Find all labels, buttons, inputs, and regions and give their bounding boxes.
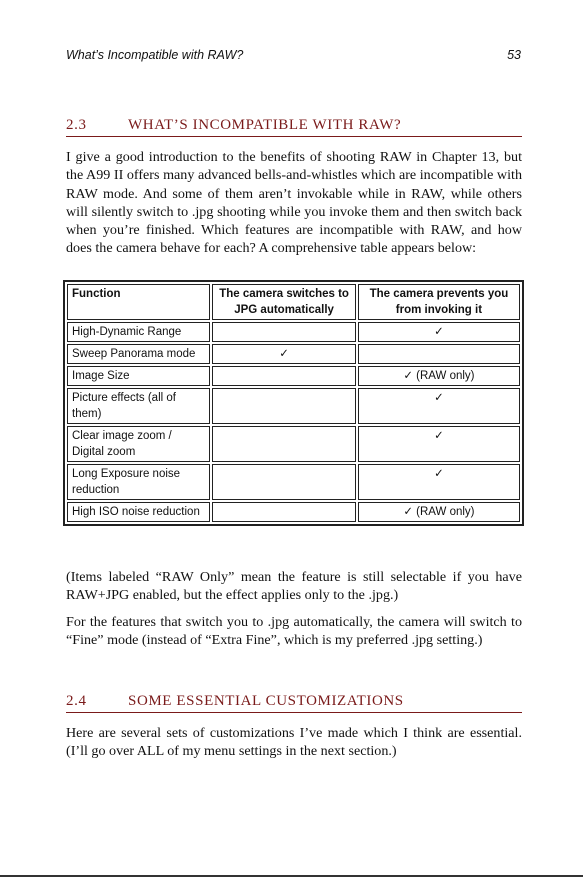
column-header-prevents: The camera prevents you from invoking it bbox=[358, 284, 520, 320]
customizations-paragraph: Here are several sets of customizations I’ve made which I think are essential. (I’ll go over ALL of my menu settings in the next section.) bbox=[66, 725, 522, 760]
column-header-switches: The camera switches to JPG automatically bbox=[212, 284, 356, 320]
prevents-cell: ✓ bbox=[358, 388, 520, 424]
section-number: 2.4 bbox=[66, 693, 87, 709]
function-cell: Long Exposure noise reduction bbox=[67, 464, 210, 500]
prevents-cell: ✓ (RAW only) bbox=[358, 502, 520, 522]
page-number: 53 bbox=[507, 48, 521, 62]
prevents-cell bbox=[358, 344, 520, 364]
column-header-function: Function bbox=[67, 284, 210, 320]
section-title: WHAT’S INCOMPATIBLE WITH RAW? bbox=[128, 117, 402, 133]
table-row bbox=[67, 426, 520, 462]
prevents-cell: ✓ (RAW only) bbox=[358, 366, 520, 386]
switches-cell bbox=[212, 426, 356, 462]
table-row bbox=[67, 366, 520, 386]
fine-mode-paragraph: For the features that switch you to .jpg automatically, the camera will switch to “Fine” mode (instead of “Extra Fine”, which is my preferred .jpg setting.) bbox=[66, 614, 522, 649]
table-row bbox=[67, 502, 520, 522]
intro-paragraph: I give a good introduction to the benefits of shooting RAW in Chapter 13, but the A99 II offers many advanced bells-and-whistles which are incompatible with RAW mode. And some of them aren’t invokable while in RAW, while others will silently switch to .jpg shooting while you invoke them and then switch back when you’re finished. Which features are incompatible with RAW, and how does the camera behave for each? A comprehensive table appears below: bbox=[66, 149, 522, 257]
section-number: 2.3 bbox=[66, 117, 87, 133]
function-cell: High-Dynamic Range bbox=[67, 322, 210, 342]
function-cell: Picture effects (all of them) bbox=[67, 388, 210, 424]
prevents-cell: ✓ bbox=[358, 464, 520, 500]
prevents-cell: ✓ bbox=[358, 426, 520, 462]
switches-cell bbox=[212, 388, 356, 424]
table-row bbox=[67, 344, 520, 364]
section-title: SOME ESSENTIAL CUSTOMIZATIONS bbox=[128, 693, 404, 709]
switches-cell bbox=[212, 464, 356, 500]
switches-cell bbox=[212, 322, 356, 342]
function-cell: Sweep Panorama mode bbox=[67, 344, 210, 364]
switches-cell: ✓ bbox=[212, 344, 356, 364]
switches-cell bbox=[212, 366, 356, 386]
switches-cell bbox=[212, 502, 356, 522]
function-cell: Image Size bbox=[67, 366, 210, 386]
raw-only-note: (Items labeled “RAW Only” mean the feature is still selectable if you have RAW+JPG enabled, but the effect applies only to the .jpg.) bbox=[66, 569, 522, 604]
table-row bbox=[67, 322, 520, 342]
chapter-title: What’s Incompatible with RAW? bbox=[66, 48, 244, 62]
prevents-cell: ✓ bbox=[358, 322, 520, 342]
section-heading-2-3 bbox=[66, 117, 522, 137]
section-heading-2-4 bbox=[66, 693, 522, 713]
table-header-row bbox=[67, 284, 520, 320]
raw-incompatibility-table bbox=[63, 280, 524, 526]
table-row bbox=[67, 388, 520, 424]
function-cell: High ISO noise reduction bbox=[67, 502, 210, 522]
function-cell: Clear image zoom / Digital zoom bbox=[67, 426, 210, 462]
table-row bbox=[67, 464, 520, 500]
